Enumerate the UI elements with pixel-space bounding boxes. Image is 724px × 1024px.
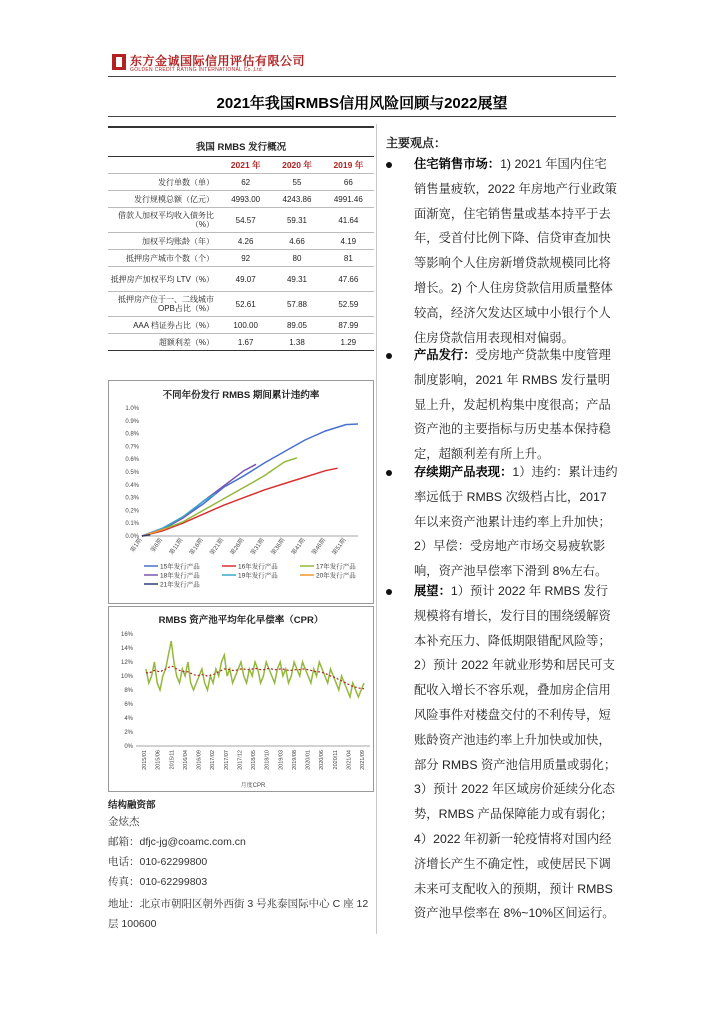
bullet-icon [386,162,392,168]
point-performance [386,460,618,584]
y-tick-label: 0.7% [125,444,139,451]
table-cell: 59.31 [271,208,322,233]
x-tick-label: 2018/10 [264,750,271,770]
y-tick-label: 0.1% [125,521,139,528]
legend-label: 20年发行产品 [316,572,356,580]
legend-label: 15年发行产品 [160,563,200,571]
x-tick-label: 第11期 [169,537,185,557]
legend-label: 18年发行产品 [160,572,200,580]
table-row-label: 发行规模总额（亿元） [108,191,220,208]
rmbs-issuance-table [108,156,374,351]
point-label: 产品发行： [414,348,476,362]
point-label: 住宅销售市场： [414,157,501,171]
company-name-en: GOLDEN CREDIT RATING INTERNATIONAL Co.,Ltd. [130,67,264,73]
x-tick-label: 2020/01 [305,750,312,770]
table-row [108,250,374,267]
table-cell: 52.61 [220,292,271,317]
x-tick-label: 第31期 [250,537,266,557]
chart-title: 不同年份发行 RMBS 期间累计违约率 [162,390,320,401]
y-tick-label: 10% [120,674,133,680]
table-cell: 57.88 [271,292,322,317]
legend-label: 19年发行产品 [238,572,278,580]
table-row-label: 超额利差（%） [108,334,220,351]
y-tick-label: 6% [124,702,133,708]
y-tick-label: 8% [124,688,133,694]
x-tick-label: 第41期 [291,537,307,557]
table-cell: 92 [220,250,271,267]
table-row [108,174,374,191]
table-cell: 4.19 [323,233,374,250]
department-heading: 结构融资部 [108,800,156,811]
table-cell: 49.07 [220,267,271,292]
company-name: 东方金诚国际信用评估有限公司 [130,54,306,68]
y-tick-label: 16% [120,632,133,638]
point-label: 存续期产品表现： [414,465,513,479]
table-cell: 66 [323,174,374,191]
contact-email[interactable]: 邮箱：dfjc-jg@coamc.com.cn [108,836,246,848]
x-tick-label: 第16期 [189,537,205,557]
x-tick-label: 2017/12 [237,750,244,770]
table-row-label: 抵押房产位于一、二线城市 OPB占比（%） [108,292,220,317]
point-housing-market [386,152,618,350]
header-rule [108,76,616,77]
point-outlook [386,579,618,926]
y-tick-label: 0.2% [125,508,139,515]
table-row-label: 抵押房产城市个数（个） [108,250,220,267]
x-tick-label: 2020/11 [332,750,339,770]
table-cell: 4.66 [271,233,322,250]
table-cell: 4243.86 [271,191,322,208]
y-tick-label: 14% [120,646,133,652]
y-tick-label: 0.4% [125,482,139,489]
table-row [108,334,374,351]
analyst-name: 金炫杰 [108,816,140,828]
series-line-4 [142,494,215,536]
point-label: 展望： [414,584,451,598]
table-cell: 87.99 [323,317,374,334]
bullet-icon [386,353,392,359]
point-text: 1) 2021 年国内住宅销售量疲软，2022 年房地产行业政策面渐宽，住宅销售量或基本持平于去年，受首付比例下降、信贷审查加快等影响个人住房新增贷款规模同比将增长。2) 个人住房贷款信用质量整体较高，经济欠发达区域中小银行个人住房贷款信用表现相对偏弱。 [414,157,617,345]
table-cell: 47.66 [323,267,374,292]
contact-fax: 传真：010-62299803 [108,876,208,888]
series-line-0 [146,641,364,697]
y-tick-label: 0.5% [125,470,139,476]
y-tick-label: 0.0% [125,534,139,540]
table-row-label: AAA 档证券占比（%） [108,317,220,334]
y-tick-label: 2% [124,730,133,736]
table-row [108,208,374,233]
x-tick-label: 第46期 [311,537,328,557]
x-tick-label: 第1期 [129,537,144,554]
table-cell: 55 [271,174,322,191]
x-tick-label: 第26期 [229,537,246,557]
table-top-rule [108,126,374,128]
page-title: 2021年我国RMBS信用风险回顾与2022展望 [216,95,508,112]
table-cell: 1.67 [220,334,271,351]
x-tick-label: 2016/04 [182,750,189,770]
table-cell: 89.05 [271,317,322,334]
chart-title: RMBS 资产池平均年化早偿率（CPR） [158,615,324,626]
legend-label: 月度CPR [240,783,266,789]
table-cell: 4991.46 [323,191,374,208]
point-text: 1）违约：累计违约率远低于 RMBS 次级档占比，2017 年以来资产池累计违约率上升加快；2）早偿：受房地产市场交易疲软影响，资产池早偿率下滑到 8%左右。 [414,465,618,579]
table-row-label: 借款人加权平均收入债务比（%） [108,208,220,233]
table-row-label: 抵押房产加权平均 LTV（%） [108,267,220,292]
point-text: 受房地产贷款集中度管理制度影响，2021 年 RMBS 发行量明显上升，发起机构集中度很高；产品资产池的主要指标与历史基本保持稳定，超额利差有所上升。 [414,348,611,462]
table-row [108,191,374,208]
column-divider [376,124,377,934]
table-header-year: 2020 年 [271,157,322,174]
table-cell: 81 [323,250,374,267]
bullet-icon [386,470,392,476]
y-tick-label: 4% [124,716,133,722]
table-header-blank [108,157,220,174]
y-tick-label: 1.0% [125,406,139,412]
x-tick-label: 2020/06 [319,750,326,770]
y-tick-label: 0.3% [125,495,139,502]
x-tick-label: 第6期 [150,537,165,554]
x-tick-label: 2019/03 [278,750,285,770]
x-tick-label: 2017/07 [223,750,230,770]
series-line-2 [142,458,297,536]
x-tick-label: 2021/04 [346,750,353,770]
x-tick-label: 第51期 [331,537,348,557]
x-tick-label: 第36期 [270,537,287,557]
cpr-chart [108,626,374,790]
x-tick-label: 第21期 [209,537,226,557]
contact-address: 地址：北京市朝阳区朝外西街 3 号兆泰国际中心 C 座 12 层 100600 [108,898,369,930]
table-row [108,233,374,250]
table-header-year: 2019 年 [323,157,374,174]
legend-label: 21年发行产品 [160,581,200,589]
table-cell: 4993.00 [220,191,271,208]
table-cell: 49.31 [271,267,322,292]
legend-label: 17年发行产品 [316,563,356,571]
point-issuance [386,343,618,467]
table-cell: 41.64 [323,208,374,233]
y-tick-label: 12% [120,660,133,666]
y-tick-label: 0% [124,744,133,750]
x-tick-label: 2015/01 [142,750,148,770]
x-tick-label: 2015/06 [155,750,162,770]
table-header-row [108,157,374,174]
table-cell: 52.59 [323,292,374,317]
title-rule [108,116,616,117]
default-rate-chart [108,398,374,602]
table-cell: 4.26 [220,233,271,250]
y-tick-label: 0.8% [125,431,139,438]
table-cell: 62 [220,174,271,191]
x-tick-label: 2018/05 [251,750,257,770]
table-title: 我国 RMBS 发行概况 [195,142,287,153]
company-logo [112,54,126,70]
table-header-year: 2021 年 [220,157,271,174]
table-cell: 100.00 [220,317,271,334]
x-tick-label: 2021/09 [360,750,366,770]
key-points-heading: 主要观点： [386,136,447,150]
x-tick-label: 2015/11 [169,750,176,770]
series-line-0 [142,424,358,536]
legend-label: 16年发行产品 [238,563,278,571]
table-row-label: 发行单数（单） [108,174,220,191]
table-cell: 1.29 [323,334,374,351]
point-text: 1）预计 2022 年 RMBS 发行规模将有增长，发行目的围绕缓解资本补充压力、降低期限错配风险等；2）预计 2022 年就业形势和居民可支配收入增长不容乐观，叠加房企信用风险事件对楼盘交付的不利传导，短账龄资产池违约率上升加快或加快，部分 RMBS 资产池信用质量或弱化；3）预计 2022 年区域房价延续分化态势，RMBS 产品保障能力或有弱化；4）2022 年初新一轮疫情将对国内经济增长产生不确定性，或使居民下调未来可支配收入的预期，预计 RMBS 资产池早偿率在 8%~10%区间运行。 [414,584,617,921]
y-tick-label: 0.6% [125,457,139,464]
table-cell: 80 [271,250,322,267]
table-row [108,267,374,292]
table-row [108,317,374,334]
x-tick-label: 2016/09 [196,750,203,770]
table-cell: 1.38 [271,334,322,351]
table-cell: 54.57 [220,208,271,233]
table-row [108,292,374,317]
x-tick-label: 2017/02 [210,750,217,770]
y-tick-label: 0.9% [125,418,139,425]
bullet-icon [386,589,392,595]
x-tick-label: 2019/08 [291,750,298,770]
contact-phone: 电话：010-62299800 [108,856,208,868]
table-row-label: 加权平均账龄（年） [108,233,220,250]
